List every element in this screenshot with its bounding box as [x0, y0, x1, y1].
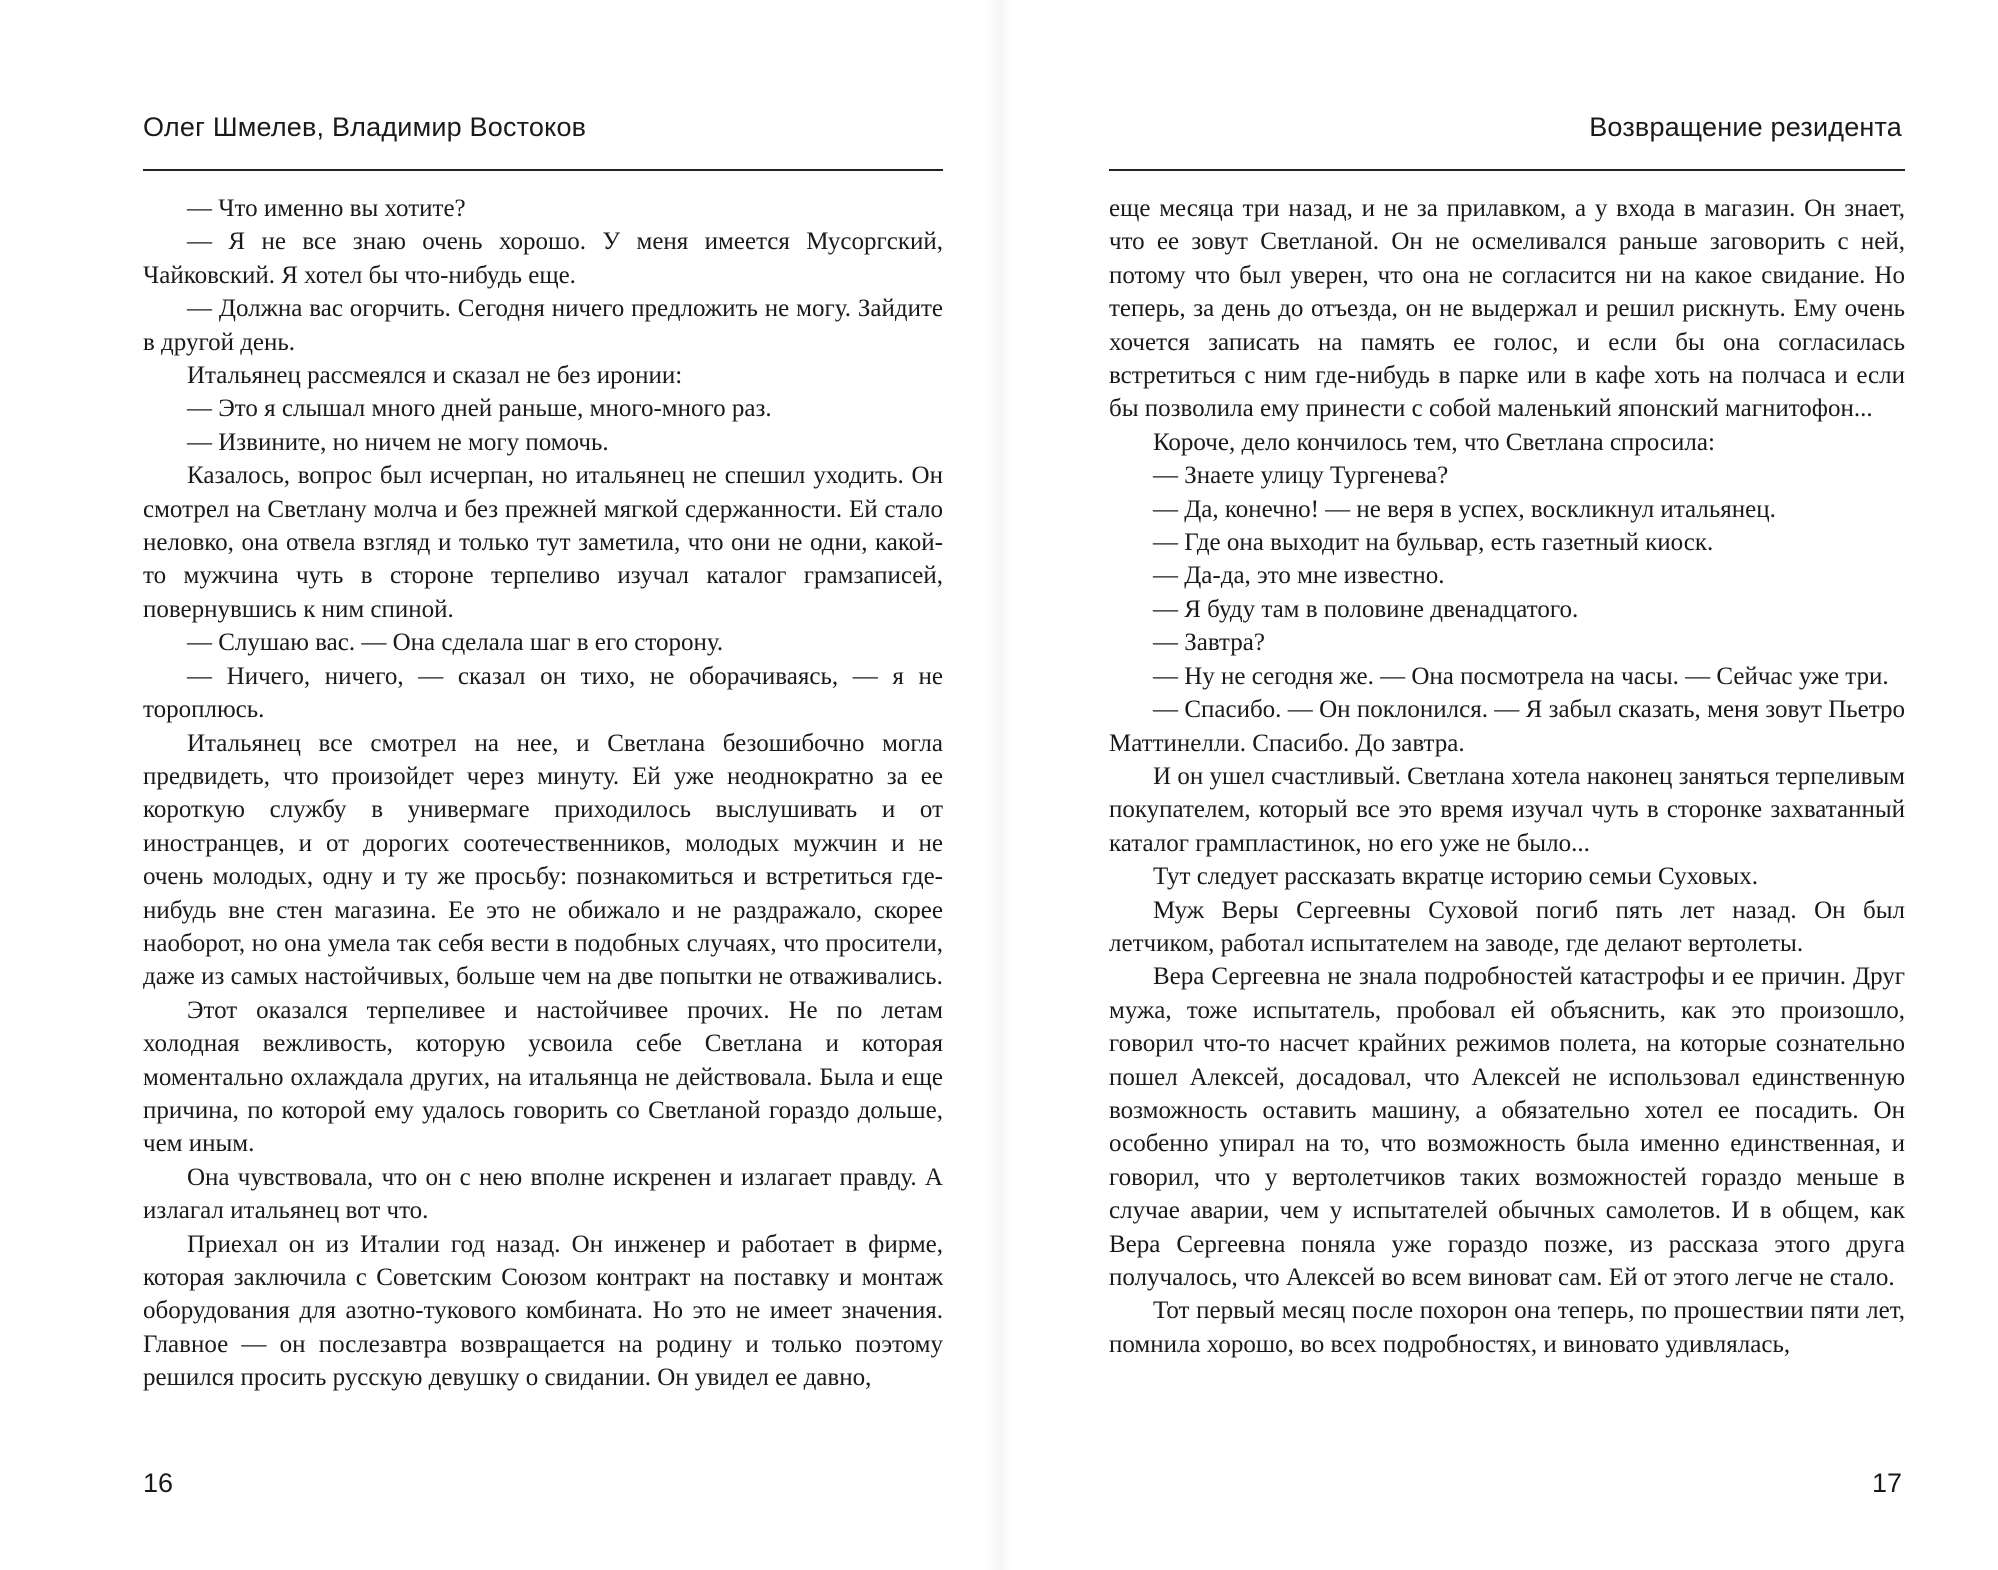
paragraph: Тут следует рассказать вкратце историю семьи Суховых.: [1153, 863, 1758, 891]
running-head-authors: Олег Шмелев, Владимир Востоков: [143, 112, 587, 142]
running-head-title: Возвращение резидента: [1589, 112, 1902, 142]
header-rule: [1109, 169, 1905, 171]
paragraph: — Что именно вы хотите?: [187, 195, 466, 222]
paragraph: Итальянец рассмеялся и сказал не без иронии:: [187, 362, 683, 390]
paragraph: Муж Веры Сергеевны Суховой погиб пять лет назад. Он был летчиком, работал испытателем на заводе, где делают вертолеты.: [1109, 896, 1905, 957]
paragraph: — Я буду там в половине двенадцатого.: [1153, 595, 1579, 623]
paragraph: — Извините, но ничем не могу помочь.: [187, 428, 609, 456]
paragraph: — Завтра?: [1153, 629, 1265, 657]
right-page: [999, 0, 1998, 1570]
paragraph: — Знаете улицу Тургенева?: [1153, 462, 1449, 490]
paragraph: Тот первый месяц после похорон она теперь, по прошествии пяти лет, помнила хорошо, во всех подробностях, и виновато удивлялась,: [1109, 1297, 1905, 1358]
paragraph: Итальянец все смотрел на нее, и Светлана безошибочно могла предвидеть, что произойдет через минуту. Ей уже неоднократно за ее короткую службу в универмаге приходилось выслушивать и от иностранцев, и от дорогих соотечественников, молодых мужчин и не очень молодых, одну и ту же просьбу: познакомиться и встретиться где-нибудь вне стен магазина. Ее это не обижало и не раздражало, скорее наоборот, но она умела так себя вести в подобных случаях, что просители, даже из самых настойчивых, больше чем на две попытки не отваживались.: [143, 729, 943, 991]
paragraph: — Ничего, ничего, — сказал он тихо, не оборачиваясь, — я не тороплюсь.: [143, 662, 943, 724]
paragraph: — Я не все знаю очень хорошо. У меня имеется Мусоргский, Чайковский. Я хотел бы что-нибудь еще.: [143, 228, 943, 289]
paragraph: — Ну не сегодня же. — Она посмотрела на часы. — Сейчас уже три.: [1153, 662, 1889, 690]
paragraph: Короче, дело кончилось тем, что Светлана спросила:: [1153, 428, 1715, 456]
header-rule: [143, 169, 943, 171]
paragraph: Вера Сергеевна не знала подробностей катастрофы и ее причин. Друг мужа, тоже испытатель, пробовал ей объяснить, как это произошло, говорил что-то насчет крайних режимов полета, на которые сознательно пошел Алексей, досадовал, что Алексей не использовал единственную возможность оставить машину, а обязательно хотел ее посадить. Он особенно упирал на то, что возможность была именно единственная, и говорил, что у вертолетчиков таких возможностей гораздо меньше в случае аварии, чем у испытателей обычных самолетов. И в общем, как Вера Сергеевна поняла уже гораздо позже, из рассказа этого друга получалось, что Алексей во всем виноват сам. Ей от этого легче не стало.: [1109, 963, 1905, 1291]
paragraph-continued: еще месяца три назад, и не за прилавком, а у входа в магазин. Он знает, что ее зовут Светланой. Он не осмеливался раньше заговорить с ней, потому что был уверен, что она не согласится ни на какое свидание. Но теперь, за день до отъезда, он не выдержал и решил рискнуть. Ему очень хочется записать на память ее голос, и если бы она согласилась встретиться с ним где-нибудь в парке или в кафе хоть на полчаса и если бы позволила ему принести с собой маленький японский магнитофон...: [1109, 195, 1905, 423]
page-number: 17: [1871, 1468, 1902, 1498]
paragraph: — Слушаю вас. — Она сделала шаг в его сторону.: [187, 629, 724, 657]
paragraph: — Где она выходит на бульвар, есть газетный киоск.: [1153, 529, 1714, 557]
paragraph: — Спасибо. — Он поклонился. — Я забыл сказать, меня зовут Пьетро Маттинелли. Спасибо. До завтра.: [1109, 696, 1905, 757]
page-number: 16: [143, 1468, 174, 1498]
paragraph: — Это я слышал много дней раньше, много-много раз.: [187, 395, 772, 423]
paragraph: Она чувствовала, что он с нею вполне искренен и излагает правду. А излагал итальянец вот что.: [143, 1163, 943, 1225]
paragraph: — Да-да, это мне известно.: [1153, 562, 1445, 590]
paragraph: Приехал он из Италии год назад. Он инженер и работает в фирме, которая заключила с Советским Союзом контракт на поставку и монтаж оборудования для азотно-тукового комбината. Но это не имеет значения. Главное — он послезавтра возвращается на родину и только поэтому решился просить русскую девушку о свидании. Он увидел ее давно,: [143, 1230, 943, 1392]
right-body-text: [1109, 192, 1905, 1361]
paragraph: И он ушел счастливый. Светлана хотела наконец заняться терпеливым покупателем, который все это время изучал чуть в сторонке захватанный каталог грампластинок, но его уже не было...: [1109, 762, 1905, 857]
left-body-text: [143, 192, 943, 1395]
paragraph: Этот оказался терпеливее и настойчивее прочих. Не по летам холодная вежливость, которую усвоила себе Светлана и которая моментально охлаждала других, на итальянца не действовала. Была и еще причина, по которой ему удалось говорить со Светланой гораздо дольше, чем иным.: [143, 996, 943, 1158]
paragraph: — Должна вас огорчить. Сегодня ничего предложить не могу. Зайдите в другой день.: [143, 295, 943, 356]
paragraph: — Да, конечно! — не веря в успех, воскликнул итальянец.: [1153, 495, 1776, 523]
paragraph: Казалось, вопрос был исчерпан, но итальянец не спешил уходить. Он смотрел на Светлану молча и без прежней мягкой сдержанности. Ей стало неловко, она отвела взгляд и только тут заметила, что они не одни, какой-то мужчина чуть в стороне терпеливо изучал каталог грамзаписей, повернувшись к ним спиной.: [143, 462, 943, 623]
